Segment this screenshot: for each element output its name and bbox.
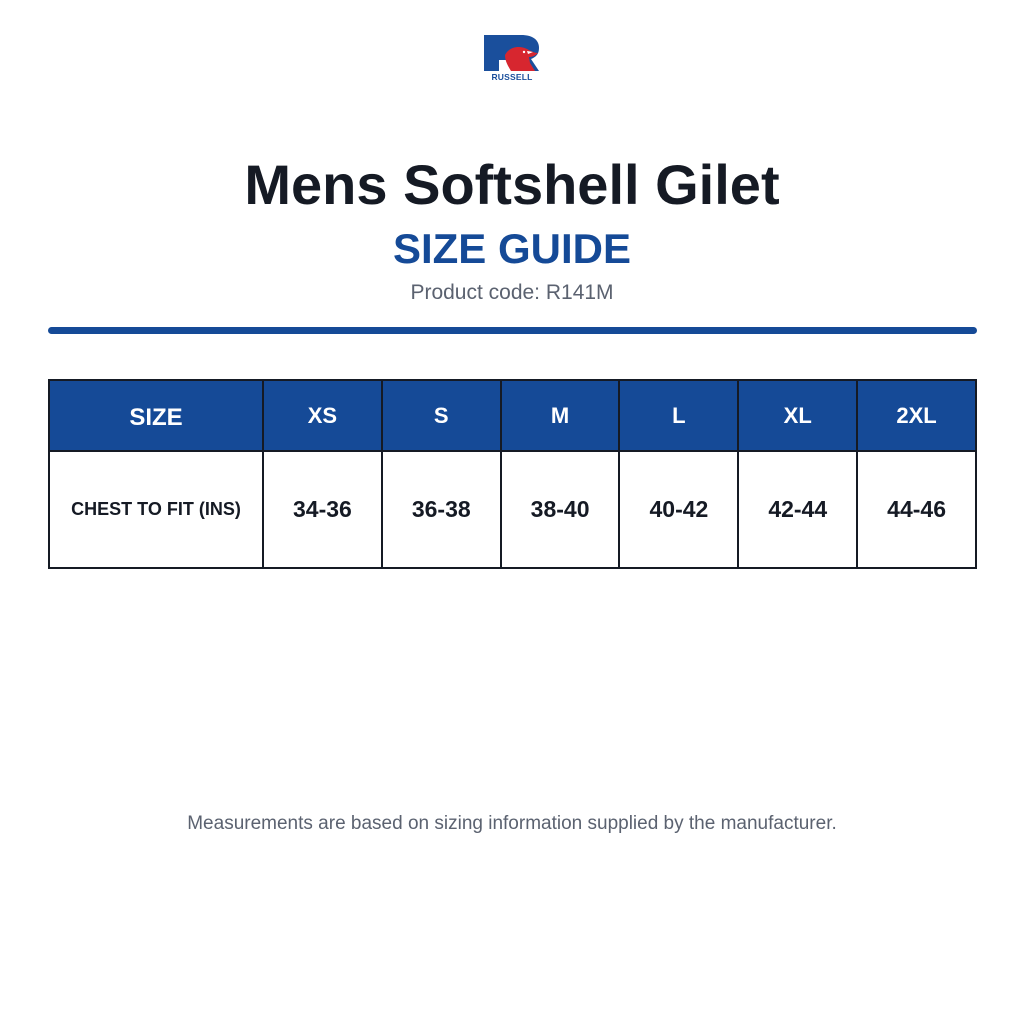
- header-size-xs: XS: [263, 380, 382, 451]
- table-cell: 38-40: [501, 451, 620, 568]
- size-table: [48, 379, 977, 569]
- russell-logo: [481, 33, 543, 83]
- table-cell: 42-44: [738, 451, 857, 568]
- russell-r-eagle-icon: [481, 33, 543, 73]
- header-size-xl: XL: [738, 380, 857, 451]
- table-row: [49, 451, 976, 568]
- row-label-chest: CHEST TO FIT (INS): [49, 451, 263, 568]
- measurement-note: Measurements are based on sizing information supplied by the manufacturer.: [187, 813, 837, 834]
- header-size-l: L: [619, 380, 738, 451]
- header-size-s: S: [382, 380, 501, 451]
- table-cell: 40-42: [619, 451, 738, 568]
- header-size-label: SIZE: [49, 380, 263, 451]
- header-size-2xl: 2XL: [857, 380, 976, 451]
- header-size-m: M: [501, 380, 620, 451]
- table-cell: 36-38: [382, 451, 501, 568]
- table-header-row: [49, 380, 976, 451]
- table-cell: 34-36: [263, 451, 382, 568]
- brand-wordmark: RUSSELL: [491, 72, 533, 82]
- size-guide-heading: SIZE GUIDE: [392, 225, 632, 272]
- table-cell: 44-46: [857, 451, 976, 568]
- divider: [48, 327, 977, 334]
- page-title: Mens Softshell Gilet: [244, 153, 780, 216]
- product-code: Product code: R141M: [410, 281, 614, 304]
